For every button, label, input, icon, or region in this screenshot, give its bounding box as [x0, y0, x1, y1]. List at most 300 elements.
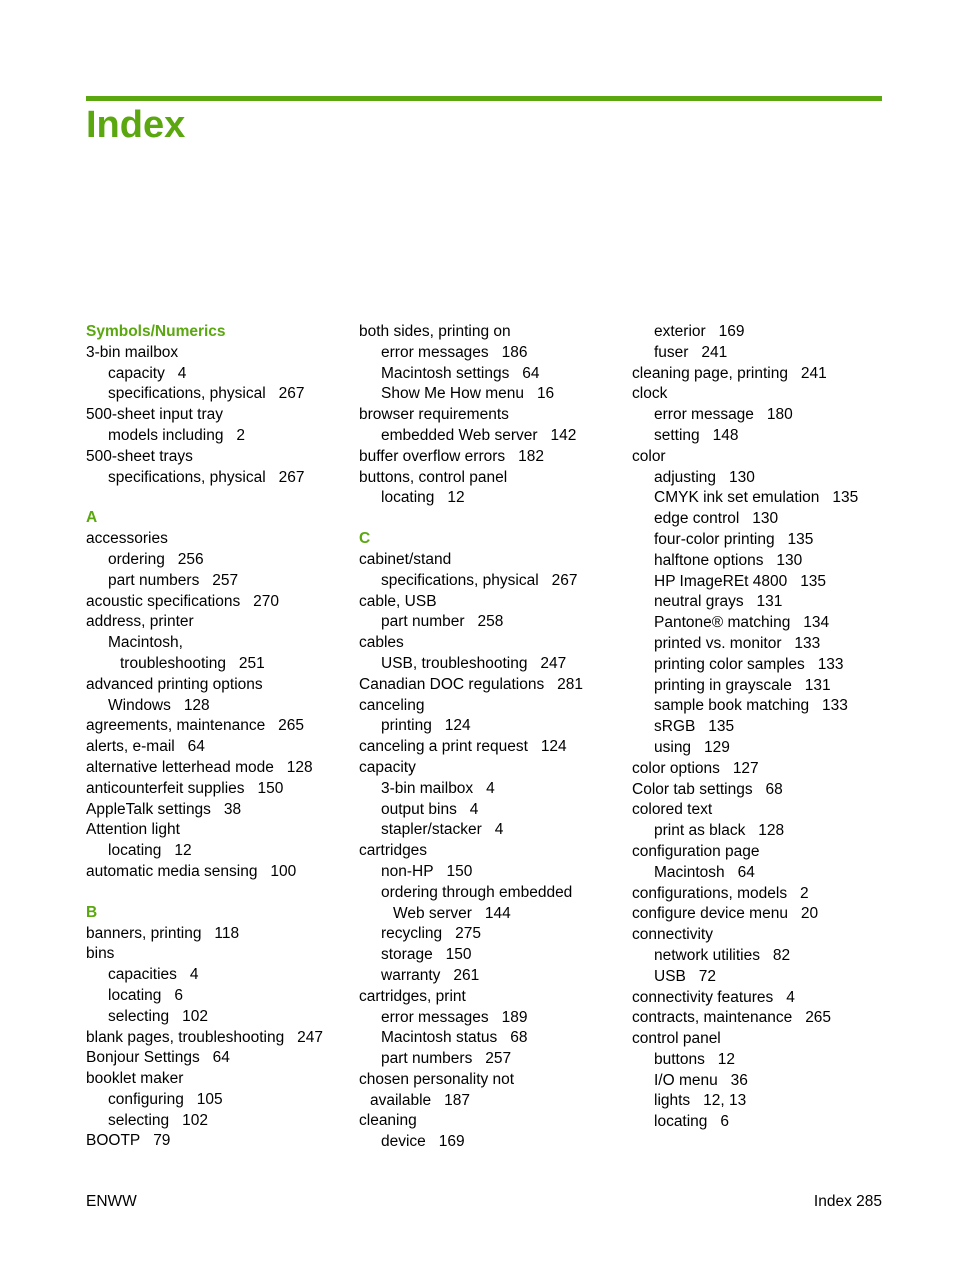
index-subentry [632, 1050, 897, 1071]
index-entry [359, 1111, 624, 1132]
index-entry [359, 405, 624, 426]
index-term: locating [381, 489, 435, 507]
index-subentry [632, 488, 897, 509]
index-term: lights [654, 1092, 691, 1110]
index-entry [86, 1048, 351, 1069]
index-entry [632, 925, 897, 946]
index-entry [632, 780, 897, 801]
index-subentry [359, 883, 624, 904]
index-page-ref: 180 [766, 406, 793, 424]
index-term: colored text [632, 801, 713, 819]
index-entry [86, 924, 351, 945]
index-subentry [359, 1091, 624, 1112]
index-page-ref: 4 [786, 988, 795, 1006]
index-page-ref: 281 [557, 675, 584, 693]
index-page-ref: 148 [712, 426, 739, 444]
index-term: specifications, physical [108, 385, 266, 403]
index-page-ref: 261 [453, 966, 480, 984]
index-subentry [86, 426, 351, 447]
index-entry [359, 447, 624, 468]
index-page-ref: 133 [822, 697, 848, 715]
index-subentry [359, 488, 624, 509]
index-entry [632, 364, 897, 385]
index-page-ref: 38 [223, 800, 242, 818]
index-subentry [632, 613, 897, 634]
index-entry [86, 737, 351, 758]
index-subentry [632, 717, 897, 738]
index-page-ref: 118 [214, 924, 240, 942]
index-term: CMYK ink set emulation [654, 489, 820, 507]
index-page-ref: 131 [756, 593, 783, 611]
index-entry [632, 988, 897, 1009]
index-term: blank pages, troubleshooting [86, 1028, 285, 1046]
index-page-ref: 189 [501, 1008, 528, 1026]
index-term: cabinet/stand [359, 550, 452, 568]
index-section-heading-text: A [86, 509, 98, 527]
index-term: exterior [654, 323, 706, 340]
index-section-heading-text: C [359, 530, 371, 548]
index-entry [632, 1008, 897, 1029]
index-term: available [370, 1091, 432, 1109]
index-term: ordering [108, 550, 165, 568]
index-term: alternative letterhead mode [86, 758, 274, 776]
index-page-ref: 64 [212, 1049, 230, 1067]
index-term: configurations, models [632, 884, 788, 902]
index-subentry [632, 821, 897, 842]
index-section-heading-text: Symbols/Numerics [86, 323, 226, 340]
index-subentry [86, 841, 351, 862]
index-page-ref: 135 [800, 572, 827, 590]
index-term: connectivity features [632, 988, 774, 1006]
index-entry [632, 904, 897, 925]
index-page-ref: 72 [698, 967, 717, 985]
index-section-heading [86, 508, 351, 529]
index-term: chosen personality not [359, 1070, 515, 1088]
index-page-ref: 128 [183, 696, 210, 714]
index-subentry [359, 343, 624, 364]
index-term: network utilities [654, 946, 760, 964]
index-subentry [359, 1008, 624, 1029]
index-subentry [632, 592, 897, 613]
index-page-ref: 135 [832, 489, 859, 507]
index-term: contracts, maintenance [632, 1009, 793, 1027]
index-term: Windows [108, 696, 171, 714]
index-subentry [359, 862, 624, 883]
index-term: locating [108, 986, 162, 1004]
index-entry [359, 737, 624, 758]
index-entry [86, 716, 351, 737]
index-page-ref: 127 [732, 759, 759, 777]
index-page-ref: 251 [238, 654, 265, 672]
index-subentry [632, 343, 897, 364]
index-subentry [86, 965, 351, 986]
index-term: Show Me How menu [381, 385, 525, 403]
index-term: automatic media sensing [86, 862, 258, 880]
index-term: recycling [381, 925, 443, 943]
index-page-ref: 150 [446, 862, 473, 880]
index-term: 3-bin mailbox [86, 343, 179, 361]
index-page-ref: 265 [805, 1009, 832, 1027]
index-subentry [86, 986, 351, 1007]
index-page-ref: 105 [196, 1090, 223, 1108]
index-page-ref: 247 [540, 654, 567, 672]
index-page-ref: 267 [278, 468, 305, 486]
index-page-ref: 265 [278, 717, 305, 735]
index-page-ref: 6 [174, 986, 183, 1004]
index-section-heading [86, 903, 351, 924]
index-term: Color tab settings [632, 780, 753, 798]
index-page-ref: 133 [794, 634, 821, 652]
index-term: printing [381, 717, 432, 735]
index-term: capacities [108, 966, 177, 984]
index-term: models including [108, 426, 224, 444]
index-subentry [86, 1111, 351, 1132]
index-subentry [359, 924, 624, 945]
index-term: AppleTalk settings [86, 800, 211, 818]
index-term: configuration page [632, 842, 760, 860]
index-term: capacity [359, 758, 416, 776]
index-page-ref: 128 [286, 758, 313, 776]
index-subentry [359, 800, 624, 821]
index-subentry [86, 384, 351, 405]
index-term: Web server [393, 904, 472, 922]
index-subentry [86, 468, 351, 489]
index-page-ref: 4 [177, 364, 187, 382]
index-page-ref: 267 [551, 571, 578, 589]
index-entry [632, 842, 897, 863]
index-term: printing in grayscale [654, 676, 792, 694]
index-entry [86, 1131, 351, 1152]
index-term: clock [632, 385, 668, 403]
index-subentry [632, 322, 897, 343]
index-term: part numbers [381, 1050, 473, 1068]
index-term: using [654, 738, 692, 756]
index-subentry [632, 551, 897, 572]
index-term: bins [86, 945, 115, 963]
index-term: address, printer [86, 613, 194, 631]
index-entry [86, 592, 351, 613]
index-entry [359, 1070, 624, 1091]
index-page-ref: 169 [718, 323, 745, 340]
index-subentry [86, 550, 351, 571]
index-subentry [86, 696, 351, 717]
index-term: cartridges, print [359, 987, 466, 1005]
index-term: printed vs. monitor [654, 634, 782, 652]
index-page-ref: 256 [177, 550, 204, 568]
index-page-ref: 144 [484, 904, 511, 922]
index-page-ref: 2 [236, 426, 246, 444]
index-subentry [632, 676, 897, 697]
index-term: color [632, 447, 666, 465]
index-page-ref: 187 [444, 1091, 470, 1109]
index-subentry [359, 612, 624, 633]
index-term: Pantone® matching [654, 614, 791, 632]
index-term: adjusting [654, 468, 717, 486]
index-subentry [632, 530, 897, 551]
index-subentry [632, 696, 897, 717]
index-section-heading [359, 529, 624, 550]
index-term: error message [654, 406, 754, 424]
index-term: Canadian DOC regulations [359, 675, 545, 693]
index-page-ref: 270 [253, 592, 280, 610]
index-subentry [359, 904, 624, 925]
page-title: Index [86, 104, 186, 146]
index-term: ordering through embedded [381, 883, 573, 901]
index-entry [359, 550, 624, 571]
index-entry [632, 1029, 897, 1050]
index-term: sRGB [654, 718, 696, 736]
index-term: USB, troubleshooting [381, 654, 528, 672]
index-entry [359, 987, 624, 1008]
index-entry [86, 944, 351, 965]
index-entry [86, 1069, 351, 1090]
index-page-ref: 12, 13 [703, 1092, 747, 1110]
index-term: alerts, e-mail [86, 738, 175, 756]
index-page-ref: 12 [717, 1050, 736, 1068]
index-entry [632, 800, 897, 821]
index-entry [359, 758, 624, 779]
index-section-heading-text: B [86, 903, 98, 921]
index-page-ref: 12 [174, 842, 192, 860]
index-term: booklet maker [86, 1070, 184, 1088]
index-term: fuser [654, 343, 689, 361]
index-term: troubleshooting [120, 654, 226, 672]
index-entry [359, 322, 624, 343]
index-page-ref: 142 [550, 426, 577, 444]
index-entry [632, 759, 897, 780]
index-term: cleaning page, printing [632, 364, 788, 382]
index-term: locating [654, 1113, 708, 1131]
section-gap [86, 488, 351, 508]
index-term: locating [108, 842, 162, 860]
index-term: acoustic specifications [86, 592, 241, 610]
index-entry [86, 1028, 351, 1049]
section-gap [359, 509, 624, 529]
index-term: part number [381, 613, 465, 631]
index-subentry [632, 655, 897, 676]
index-page-ref: 267 [278, 385, 305, 403]
index-term: embedded Web server [381, 426, 538, 444]
footer-right: Index 285 [813, 1193, 882, 1210]
index-term: printing color samples [654, 655, 805, 673]
index-term: color options [632, 759, 720, 777]
index-subentry [632, 405, 897, 426]
index-page-ref: 2 [800, 884, 809, 902]
index-page-ref: 36 [730, 1071, 748, 1089]
index-subentry [359, 364, 624, 385]
index-page-ref: 64 [522, 364, 540, 382]
index-entry [86, 758, 351, 779]
index-page-ref: 257 [212, 571, 239, 589]
index-page-ref: 4 [189, 966, 199, 984]
index-term: specifications, physical [381, 571, 539, 589]
index-entry [359, 633, 624, 654]
index-page-ref: 135 [787, 530, 814, 548]
index-page-ref: 150 [257, 779, 284, 797]
index-term: advanced printing options [86, 675, 263, 693]
index-page-ref: 150 [445, 946, 472, 964]
index-term: four-color printing [654, 530, 775, 548]
index-subentry [359, 1028, 624, 1049]
index-entry [86, 779, 351, 800]
index-term: Macintosh status [381, 1029, 498, 1047]
index-term: USB [654, 967, 686, 985]
index-page-ref: 182 [518, 447, 544, 465]
index-page-ref: 241 [800, 364, 827, 382]
index-term: part numbers [108, 571, 200, 589]
index-term: HP ImageREt 4800 [654, 572, 788, 590]
index-page-ref: 6 [720, 1113, 729, 1131]
index-entry [86, 800, 351, 821]
index-term: stapler/stacker [381, 821, 482, 839]
index-page-ref: 124 [444, 717, 471, 735]
index-subentry [86, 571, 351, 592]
index-entry [86, 862, 351, 883]
index-term: canceling [359, 696, 425, 714]
index-term: buffer overflow errors [359, 447, 506, 465]
index-entry [86, 343, 351, 364]
index-page-ref: 100 [270, 862, 297, 880]
index-term: Macintosh [654, 863, 725, 881]
index-subentry [632, 426, 897, 447]
index-page-ref: 4 [494, 821, 504, 839]
index-page-ref: 128 [758, 822, 785, 840]
index-column-1 [86, 322, 351, 1152]
index-subentry [632, 509, 897, 530]
section-gap [86, 883, 351, 903]
index-term: storage [381, 946, 433, 964]
index-page-ref: 68 [765, 780, 783, 798]
index-subentry [632, 1112, 897, 1133]
index-term: Attention light [86, 821, 180, 839]
index-page-ref: 64 [187, 738, 205, 756]
title-rule [86, 96, 882, 101]
index-page-ref: 102 [182, 1007, 208, 1025]
index-page-ref: 102 [182, 1111, 208, 1129]
index-page-ref: 186 [501, 343, 528, 361]
index-subentry [359, 426, 624, 447]
index-section-heading [86, 322, 351, 343]
index-term: connectivity [632, 926, 713, 944]
index-entry [359, 675, 624, 696]
index-page-ref: 257 [485, 1050, 512, 1068]
index-term: warranty [381, 966, 441, 984]
index-page-ref: 134 [803, 614, 830, 632]
index-term: control panel [632, 1030, 721, 1048]
index-page-ref: 82 [772, 946, 791, 964]
index-page-ref: 133 [817, 655, 844, 673]
index-entry [359, 468, 624, 489]
index-page-ref: 241 [701, 343, 728, 361]
index-subentry [632, 946, 897, 967]
index-page-ref: 131 [804, 676, 831, 694]
index-subentry [359, 966, 624, 987]
index-subentry [632, 738, 897, 759]
index-term: capacity [108, 364, 165, 382]
index-page-ref: 4 [469, 800, 479, 818]
index-page-ref: 130 [776, 551, 803, 569]
index-term: configure device menu [632, 905, 788, 923]
index-entry [359, 592, 624, 613]
index-subentry [359, 716, 624, 737]
index-page-ref: 64 [737, 863, 755, 881]
index-subentry [359, 1049, 624, 1070]
index-subentry [632, 863, 897, 884]
index-page-ref: 16 [536, 385, 555, 403]
index-term: 3-bin mailbox [381, 779, 474, 797]
index-subentry [86, 1090, 351, 1111]
index-page-ref: 68 [510, 1029, 528, 1047]
index-subentry [359, 779, 624, 800]
index-page-ref: 129 [703, 738, 730, 756]
index-term: agreements, maintenance [86, 717, 266, 735]
index-subentry [359, 820, 624, 841]
index-term: buttons [654, 1050, 705, 1068]
index-page-ref: 275 [455, 925, 481, 943]
index-term: 500-sheet input tray [86, 406, 224, 424]
index-page-ref: 130 [752, 510, 779, 528]
index-term: anticounterfeit supplies [86, 779, 245, 797]
index-subentry [632, 1071, 897, 1092]
index-subentry [632, 1091, 897, 1112]
index-page-ref: 169 [438, 1133, 465, 1151]
index-term: I/O menu [654, 1071, 718, 1089]
index-subentry [359, 571, 624, 592]
index-term: cables [359, 634, 404, 652]
index-term: output bins [381, 800, 457, 818]
index-subentry [359, 945, 624, 966]
index-subentry [359, 654, 624, 675]
index-term: browser requirements [359, 406, 509, 424]
index-term: selecting [108, 1111, 170, 1129]
index-column-2 [359, 322, 624, 1153]
index-term: cleaning [359, 1112, 417, 1130]
footer-left: ENWW [86, 1193, 137, 1210]
index-term: Macintosh, [108, 634, 183, 652]
index-subentry [632, 468, 897, 489]
index-entry [632, 384, 897, 405]
index-term: banners, printing [86, 924, 202, 942]
index-entry [86, 675, 351, 696]
index-term: edge control [654, 510, 740, 528]
index-term: Bonjour Settings [86, 1049, 200, 1067]
index-term: buttons, control panel [359, 468, 508, 486]
index-term: device [381, 1133, 426, 1151]
index-term: sample book matching [654, 697, 810, 715]
index-entry [359, 841, 624, 862]
index-term: accessories [86, 530, 168, 548]
index-subentry [632, 634, 897, 655]
index-page-ref: 79 [153, 1132, 171, 1150]
index-subentry [86, 364, 351, 385]
index-subentry [632, 572, 897, 593]
index-subentry [632, 967, 897, 988]
index-term: print as black [654, 822, 746, 840]
index-term: neutral grays [654, 593, 744, 611]
index-term: error messages [381, 1008, 489, 1026]
index-page-ref: 20 [800, 905, 819, 923]
index-entry [632, 447, 897, 468]
index-column-3 [632, 322, 897, 1133]
index-term: canceling a print request [359, 738, 528, 756]
index-subentry [359, 1132, 624, 1153]
index-entry [632, 884, 897, 905]
index-subentry [359, 384, 624, 405]
index-page-ref: 258 [477, 613, 504, 631]
index-term: configuring [108, 1090, 184, 1108]
index-subentry [86, 654, 351, 675]
index-entry [86, 820, 351, 841]
